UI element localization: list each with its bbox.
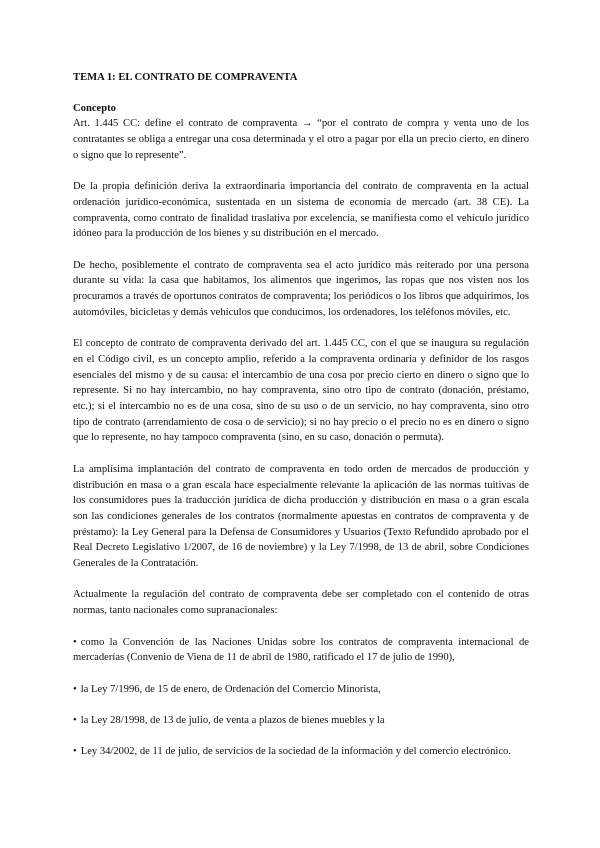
list-item-text: Ley 34/2002, de 11 de julio, de servicios de la sociedad de la información y del comercio electrónico.	[80, 746, 511, 758]
list-item	[73, 713, 529, 729]
list-item	[73, 744, 529, 760]
list-item-text: como la Convención de las Naciones Unidas sobre los contratos de compraventa internacional de mercaderías (Convenio de Viena de 11 de abril de 1980, ratificado el 17 de julio de 1990),	[73, 636, 529, 664]
list-item	[73, 682, 529, 698]
regulation-list	[73, 635, 529, 761]
paragraph-consumer-rules: La amplísima implantación del contrato de compraventa en todo orden de mercados de producción y distribución en masa o a gran escala hace especialmente relevante la aplicación de las normas tuitivas de los consumidores pues la traducción jurídica de dicha producción y distribución en masa o a gran escala son las condiciones generales de los contratos (normalmente apuestas en contratos de compraventa y de préstamo): la Ley General para la Defensa de Consumidores y Usuarios (Texto Refundido aprobado por el Real Decreto Legislativo 1/2007, de 16 de noviembre) y la Ley 7/1998, de 13 de abril, sobre Condiciones Generales de la Contratación.	[73, 463, 529, 570]
section-heading: Concepto	[73, 102, 116, 114]
paragraph-everyday-acts: De hecho, posiblemente el contrato de compraventa sea el acto jurídico más reiterado por una persona durante su vida: la casa que habitamos, los alimentos que ingerimos, las ropas que nos visten nos los procuramos a través de oportunos contratos de compraventa; los periódicos o los libros que adquirimos, los automóviles, bicicletas y demás vehículos que conducimos, los ordenadores, los teléfonos móviles, etc.	[73, 259, 529, 318]
paragraph-definition: Art. 1.445 CC: define el contrato de compraventa → “por el contrato de compra y venta uno de los contratantes se obliga a entregar una cosa determinada y el otro a pagar por ella un precio cierto, en dinero o signo que lo represente”.	[73, 118, 529, 161]
list-item	[73, 635, 529, 666]
document-title: TEMA 1: EL CONTRATO DE COMPRAVENTA	[73, 72, 298, 83]
list-item-text: la Ley 28/1998, de 13 de julio, de venta a plazos de bienes muebles y la	[80, 715, 385, 726]
list-item-text: la Ley 7/1996, de 15 de enero, de Ordenación del Comercio Minorista,	[80, 683, 381, 695]
bullet-icon: •	[73, 715, 77, 726]
bullet-icon: •	[73, 683, 77, 695]
paragraph-concept: El concepto de contrato de compraventa derivado del art. 1.445 CC, con el que se inaugura su regulación en el Código civil, es un concepto amplio, referido a la compraventa ordinaria y definidor de los rasgos esenciales del mismo y de su causa: el intercambio de una cosa por precio cierto en dinero o signo que lo represente. Si no hay intercambio, no hay compraventa, sino otro tipo de contrato (donación, préstamo, etc.); si el intercambio no es de una cosa, sino de su uso o de un servicio, no hay compraventa, sino otro tipo de contrato (arrendamiento de cosa o de servicio); si no hay precio o el precio no es en dinero o signo que lo represente, no hay tampoco compraventa (sino, en su caso, donación o permuta).	[73, 338, 529, 444]
paragraph-importance: De la propia definición deriva la extraordinaria importancia del contrato de compraventa en la actual ordenación jurídico-económica, sustentada en un sistema de economía de mercado (art. 38 CE). La compraventa, como contrato de finalidad traslativa por excelencia, se manifiesta como el vehículo jurídico idóneo para la producción de los bienes y su distribución en el mercado.	[73, 181, 529, 240]
bullet-icon: •	[73, 636, 77, 648]
paragraph-current-regulation: Actualmente la regulación del contrato de compraventa debe ser completado con el contenido de otras normas, tanto nacionales como supranacionales:	[73, 589, 529, 617]
document-page	[73, 70, 529, 776]
bullet-icon: •	[73, 746, 77, 758]
